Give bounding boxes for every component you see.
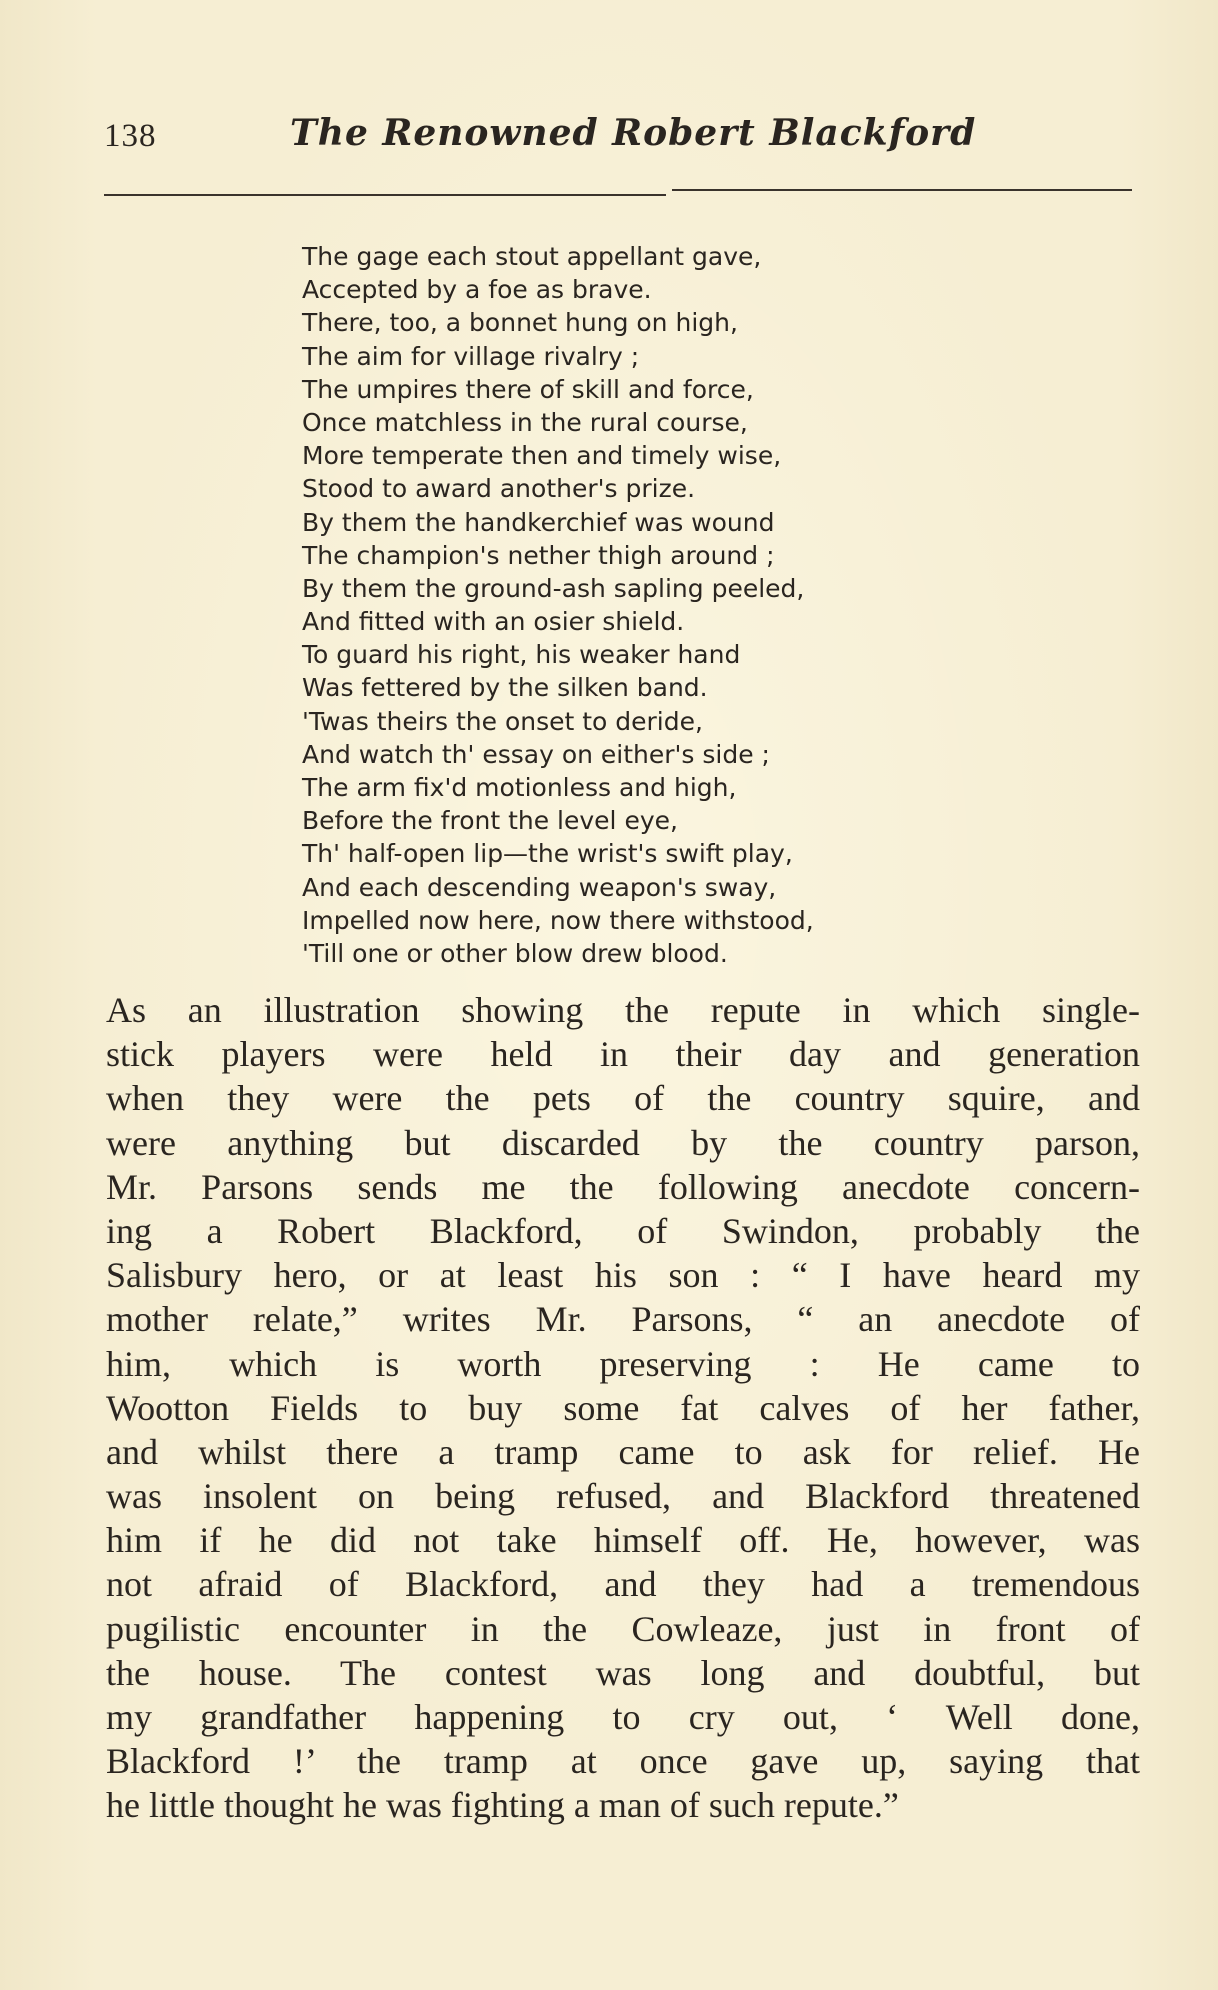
verse-line: And watch th' essay on either's side ;: [302, 739, 770, 769]
verse-line: Accepted by a foe as brave.: [302, 275, 652, 305]
prose-line: him if he did not take himself off. He, however, was: [106, 1520, 1140, 1561]
verse-line: Impelled now here, now there withstood,: [302, 905, 814, 935]
prose-line: were anything but discarded by the country parson,: [106, 1122, 1140, 1163]
prose-line: As an illustration showing the repute in which single-: [106, 990, 1140, 1030]
verse-line: The champion's nether thigh around ;: [302, 540, 775, 570]
prose-line: ing a Robert Blackford, of Swindon, probably the: [106, 1210, 1140, 1251]
verse-line: Stood to award another's prize.: [302, 474, 696, 504]
verse-line: By them the handkerchief was wound: [302, 507, 775, 537]
prose-line: him, which is worth preserving : He came to: [106, 1343, 1140, 1384]
verse-line: Before the front the level eye,: [302, 806, 678, 836]
prose-line: and whilst there a tramp came to ask for relief. He: [106, 1431, 1140, 1472]
prose-line: my grandfather happening to cry out, ‘ Well done,: [106, 1697, 1140, 1737]
prose-line: Salisbury hero, or at least his son : “ I have heard my: [106, 1255, 1140, 1296]
verse-line: The gage each stout appellant gave,: [302, 242, 762, 271]
prose-line: not afraid of Blackford, and they had a tremendous: [106, 1564, 1140, 1605]
verse-line: More temperate then and timely wise,: [302, 441, 782, 471]
verse-line: The arm fix'd motionless and high,: [302, 773, 737, 802]
verse-line: And each descending weapon's sway,: [302, 872, 777, 902]
prose-line: he little thought he was fighting a man of such repute.”: [106, 1785, 899, 1826]
header-rule-right: [672, 189, 1132, 191]
prose-line: mother relate,” writes Mr. Parsons, “ an anecdote of: [106, 1299, 1140, 1340]
verse-line: By them the ground-ash sapling peeled,: [302, 573, 805, 603]
prose-line: Mr. Parsons sends me the following anecdote concern-: [106, 1166, 1140, 1207]
verse-line: 'Till one or other blow drew blood.: [302, 938, 728, 968]
verse-block: [302, 240, 814, 970]
verse-line: 'Twas theirs the onset to deride,: [302, 706, 703, 736]
prose-line: when they were the pets of the country squire, and: [106, 1078, 1140, 1119]
prose-line: Wootton Fields to buy some fat calves of her father,: [106, 1387, 1140, 1428]
prose-line: was insolent on being refused, and Blackford threatened: [106, 1476, 1140, 1517]
verse-line: And fitted with an osier shield.: [302, 607, 685, 637]
verse-line: Th' half-open lip—the wrist's swift play,: [302, 839, 793, 869]
header-rule-left: [104, 194, 666, 196]
verse-line: Was fettered by the silken band.: [302, 673, 708, 703]
verse-line: The aim for village rivalry ;: [302, 341, 640, 371]
prose-line: stick players were held in their day and generation: [106, 1034, 1140, 1075]
verse-line: To guard his right, his weaker hand: [302, 640, 741, 670]
running-head: The Renowned Robert Blackford: [290, 112, 977, 154]
prose-line: the house. The contest was long and doubtful, but: [106, 1652, 1140, 1693]
verse-line: The umpires there of skill and force,: [302, 374, 754, 404]
page-number: 138: [104, 118, 157, 154]
verse-line: There, too, a bonnet hung on high,: [302, 308, 738, 338]
prose-paragraph: [106, 988, 1140, 1828]
prose-line: pugilistic encounter in the Cowleaze, just in front of: [106, 1608, 1140, 1649]
verse-line: Once matchless in the rural course,: [302, 407, 748, 437]
prose-line: Blackford !’ the tramp at once gave up, saying that: [106, 1741, 1140, 1782]
